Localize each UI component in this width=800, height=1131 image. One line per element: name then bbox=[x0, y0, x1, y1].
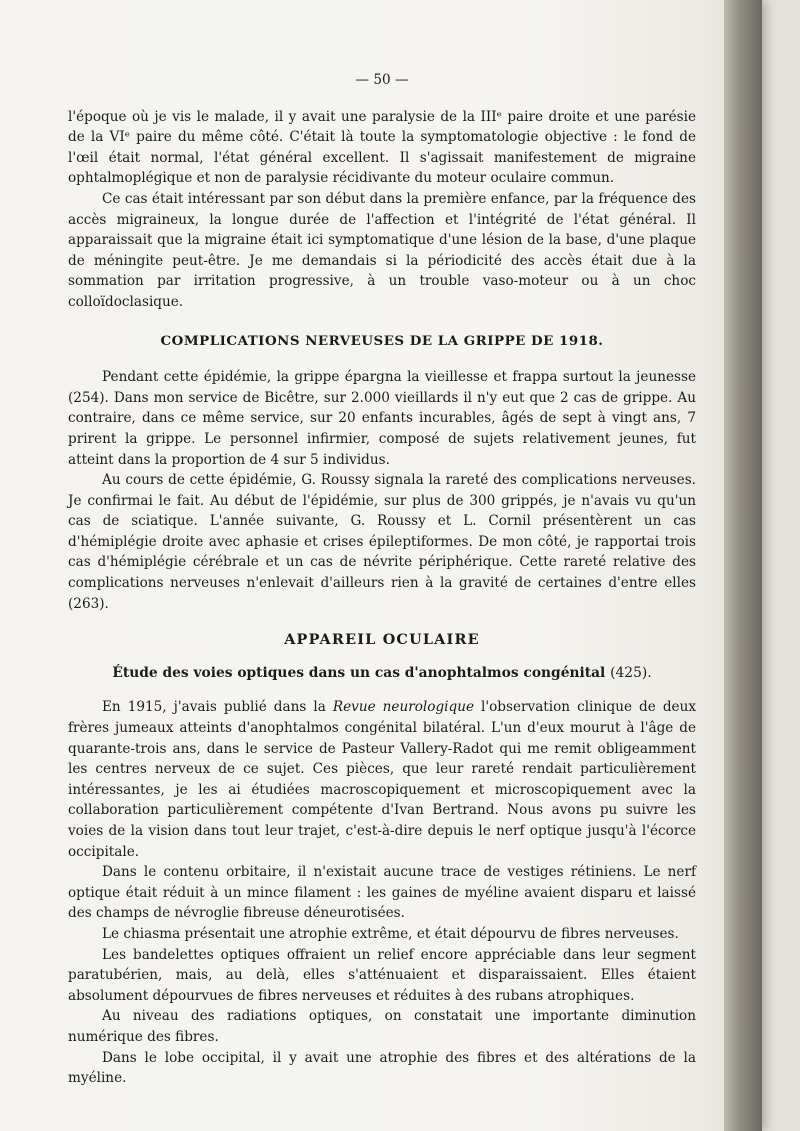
oculaire-paragraph-6: Dans le lobe occipital, il y avait une atrophie des fibres et des altérations de la myéline. bbox=[68, 1049, 696, 1087]
journal-title: Revue neurologique bbox=[332, 699, 474, 716]
grippe-paragraph-2: Au cours de cette épidémie, G. Roussy signala la rareté des complications nerveuses. Je confirmai le fait. Au début de l'épidémie, sur plus de 300 grippés, je n'avais vu qu'un cas de sciatique. L'année suivante, G. Roussy et L. Cornil présentèrent un cas d'hémiplégie droite avec aphasie et crises épileptiformes. De mon côté, je rapportai trois cas d'hémiplégie cérébrale et un cas de névrite périphérique. Cette rareté relative des complications nerveuses n'enlevait d'ailleurs rien à la gravité de certaines d'entre elles (263). bbox=[68, 472, 696, 612]
paragraph-text: En 1915, j'avais publié dans la bbox=[102, 699, 333, 716]
oculaire-paragraph-3: Le chiasma présentait une atrophie extrême, et était dépourvu de fibres nerveuses. bbox=[102, 925, 679, 942]
subtitle-reference: (425). bbox=[610, 664, 652, 681]
oculaire-paragraph-4: Les bandelettes optiques offraient un relief encore appréciable dans leur segment paratubérien, mais, au delà, elles s'atténuaient et disparaissaient. Elles étaient absolument dépourvues de fibres nerveuses et réduites à des rubans atrophiques. bbox=[68, 946, 696, 1004]
oculaire-paragraph-2: Dans le contenu orbitaire, il n'existait aucune trace de vestiges rétiniens. Le nerf optique était réduit à un mince filament : les gaines de myéline avaient disparu et laissé des champs de névroglie fibreuse déneurotisées. bbox=[68, 864, 696, 922]
oculaire-paragraph-5: Au niveau des radiations optiques, on constatait une importante diminution numérique des fibres. bbox=[68, 1008, 696, 1045]
page-number: — 50 — bbox=[355, 72, 409, 88]
section-title-oculaire: APPAREIL OCULAIRE bbox=[284, 631, 480, 649]
section-title-grippe: COMPLICATIONS NERVEUSES DE LA GRIPPE DE 1918. bbox=[160, 332, 604, 349]
oculaire-paragraph-1 bbox=[68, 697, 696, 862]
page-content bbox=[68, 70, 696, 1089]
intro-paragraph-2: Ce cas était intéressant par son début dans la première enfance, par la fréquence des accès migraineux, la longue durée de l'affection et l'intégrité de l'état général. Il apparaissait que la migraine était ici symptomatique d'une lésion de la base, d'une plaque de méningite peut-être. Je me demandais si la périodicité des accès était due à la sommation par irritation progressive, à un trouble vaso-moteur ou à un choc colloïdoclasique. bbox=[68, 190, 696, 310]
paragraph-text: l'observation clinique de deux frères jumeaux atteints d'anophtalmos congénital bilatéral. L'un d'eux mourut à l'âge de quarante-trois ans, dans le service de Pasteur Vallery-Radot qui me remit obligeamment les centres nerveux de ce sujet. Ces pièces, que leur rareté rendait particulièrement intéressantes, je les ai étudiées macroscopiquement et microscopiquement avec la collaboration particulièrement compétente d'Ivan Bertrand. Nous avons pu suivre les voies de la vision dans tout leur trajet, c'est-à-dire depuis le nerf optique jusqu'à l'écorce occipitale. bbox=[68, 699, 696, 860]
grippe-paragraph-1: Pendant cette épidémie, la grippe épargna la vieillesse et frappa surtout la jeunesse (254). Dans mon service de Bicêtre, sur 2.000 vieillards il n'y eut que 2 cas de grippe. Au contraire, dans ce même service, sur 20 enfants incurables, âgés de sept à vingt ans, 7 prirent la grippe. Le personnel infirmier, composé de sujets relativement jeunes, fut atteint dans la proportion de 4 sur 5 individus. bbox=[68, 369, 696, 468]
intro-paragraph-1: l'époque où je vis le malade, il y avait une paralysie de la IIIᵉ paire droite et une parésie de la VIᵉ paire du même côté. C'était là toute la symptomatologie objective : le fond de l'œil était normal, l'état général excellent. Il s'agissait manifestement de migraine ophtalmoplégique et non de paralysie récidivante du moteur oculaire commun. bbox=[68, 108, 696, 187]
section-subtitle bbox=[68, 663, 696, 684]
page-edge-shadow bbox=[724, 0, 762, 1131]
subtitle-text: Étude des voies optiques dans un cas d'anophtalmos congénital bbox=[112, 664, 606, 681]
